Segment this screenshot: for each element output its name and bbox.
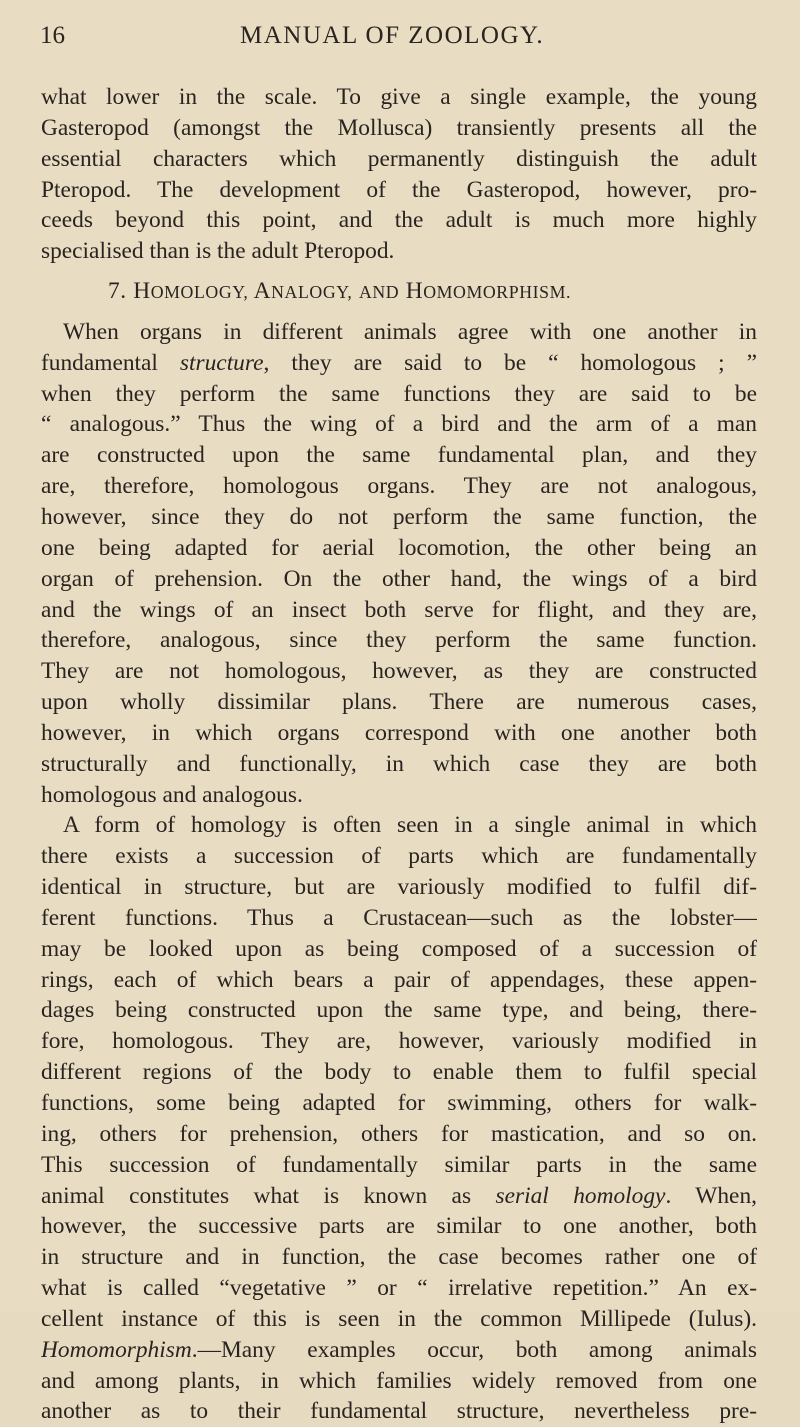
text-line: organ of prehension. On the other hand, the wings of a bird: [41, 565, 757, 592]
text-line: They are not homologous, however, as they are constructed: [41, 658, 757, 685]
paragraph-continued: [41, 82, 757, 267]
text-line: are, therefore, homologous organs. They are not analogous,: [41, 473, 757, 500]
paragraph-homomorphism: [41, 1335, 757, 1427]
text-line: animal constitutes what is known as serial homology. When,: [41, 1182, 757, 1209]
text-line: A form of homology is often seen in a single animal in which: [63, 812, 757, 839]
text-line: and the wings of an insect both serve for flight, and they are,: [41, 596, 757, 623]
text-line: cellent instance of this is seen in the common Millipede (Iulus).: [41, 1305, 757, 1332]
text-line: This succession of fundamentally similar parts in the same: [41, 1151, 757, 1178]
text-line: are constructed upon the same fundamental plan, and they: [41, 442, 757, 469]
text-line: one being adapted for aerial locomotion, the other being an: [41, 534, 757, 561]
text-line: fundamental structure, they are said to be “ homologous ; ”: [41, 349, 757, 376]
text-line: essential characters which permanently distinguish the adult: [41, 145, 757, 172]
page-body: [41, 82, 757, 1427]
text-line: there exists a succession of parts which are fundamentally: [41, 843, 757, 870]
italic-term: serial homology: [495, 1182, 666, 1209]
text-line: ferent functions. Thus a Crustacean—such as the lobster—: [41, 904, 757, 931]
text-line: however, in which organs correspond with one another both: [41, 719, 757, 746]
text-line: functions, some being adapted for swimming, others for walk-: [41, 1090, 757, 1116]
text-line: what lower in the scale. To give a single example, the young: [41, 84, 757, 110]
text-line: different regions of the body to enable them to fulfil special: [41, 1059, 757, 1086]
text-line: and among plants, in which families widely removed from one: [41, 1367, 757, 1394]
paragraph-serial-homology: [41, 810, 757, 1334]
page-header: [40, 16, 760, 56]
italic-term: Homomorphism: [41, 1336, 192, 1363]
text-line: therefore, analogous, since they perform the same function.: [41, 627, 757, 654]
text-line: in structure and in function, the case becomes rather one of: [41, 1244, 757, 1271]
text-line: When organs in different animals agree with one another in: [63, 318, 757, 345]
italic-term: structure: [179, 349, 264, 376]
paragraph-homology-definition: [41, 317, 757, 811]
text-line: dages being constructed upon the same type, and being, there-: [41, 997, 757, 1024]
text-line: Gasteropod (amongst the Mollusca) transiently presents all the: [41, 114, 757, 141]
text-line: Homomorphism.—Many examples occur, both among animals: [41, 1336, 757, 1363]
text-line: may be looked upon as being composed of a succession of: [41, 935, 757, 962]
text-line: specialised than is the adult Pteropod.: [41, 238, 395, 265]
text-line: another as to their fundamental structure, nevertheless pre-: [41, 1398, 757, 1425]
text-line: Pteropod. The development of the Gasteropod, however, pro-: [41, 176, 757, 203]
text-line: fore, homologous. They are, however, variously modified in: [41, 1028, 757, 1055]
text-line: ceeds beyond this point, and the adult is much more highly: [41, 207, 757, 234]
text-line: however, the successive parts are similar to one another, both: [41, 1213, 757, 1240]
text-line: rings, each of which bears a pair of appendages, these appen-: [41, 966, 757, 993]
text-line: identical in structure, but are variously modified to fulfil dif-: [41, 874, 757, 901]
text-line: however, since they do not perform the same function, the: [41, 503, 757, 530]
text-line: what is called “vegetative ” or “ irrelative repetition.” An ex-: [41, 1275, 757, 1302]
section-number: 7.: [108, 278, 127, 305]
section-heading: 7. HOMOLOGY, ANALOGY, AND HOMOMORPHISM.: [108, 278, 572, 305]
text-line: homologous and analogous.: [41, 781, 303, 808]
page-number: 16: [40, 22, 65, 49]
text-line: structurally and functionally, in which case they are both: [41, 750, 757, 777]
text-line: ing, others for prehension, others for mastication, and so on.: [41, 1120, 757, 1147]
running-title: MANUAL OF ZOOLOGY.: [240, 22, 545, 49]
text-line: when they perform the same functions they are said to be: [41, 380, 757, 407]
text-line: “ analogous.” Thus the wing of a bird and the arm of a man: [41, 411, 757, 438]
text-line: upon wholly dissimilar plans. There are numerous cases,: [41, 689, 757, 716]
